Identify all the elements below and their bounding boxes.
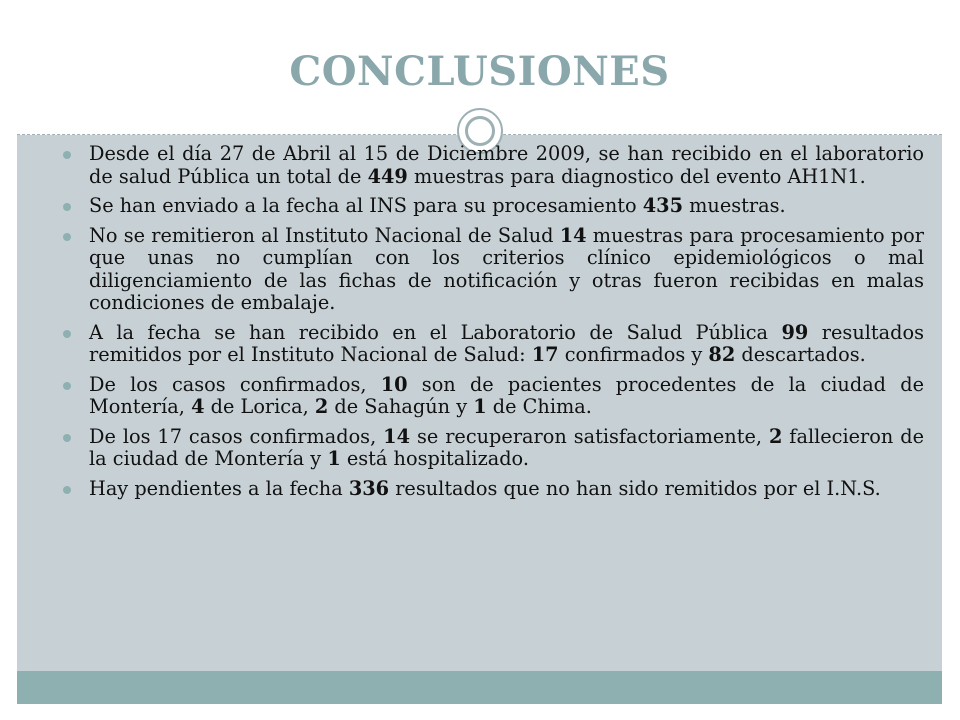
bullet-text: No se remitieron al Instituto Nacional de Salud <box>89 223 560 247</box>
bullet-dot-icon <box>63 203 71 211</box>
bullet-number: 99 <box>781 320 809 344</box>
bullet-text: de Sahagún y <box>328 395 474 418</box>
bullet-number: 14 <box>559 223 587 247</box>
bullet-text: muestras. <box>683 194 786 217</box>
bullet-text: fallecieron de la ciudad de Montería y <box>89 424 925 470</box>
bullet-item-1 <box>60 143 924 188</box>
footer-band <box>17 671 942 704</box>
bullet-number: 17 <box>531 343 559 366</box>
bullet-number: 1 <box>327 447 341 470</box>
bullet-text: De los casos confirmados, <box>89 372 381 396</box>
bullet-number: 336 <box>348 476 390 500</box>
bullet-item-7 <box>60 478 924 501</box>
bullet-number: 82 <box>708 343 736 366</box>
bullet-text: está hospitalizado. <box>340 447 529 470</box>
bullet-text: Se han enviado a la fecha al INS para su procesamiento <box>89 194 643 217</box>
bullet-number: 435 <box>642 194 683 217</box>
bullet-number: 2 <box>768 424 783 448</box>
bullet-text: se recuperaron satisfactoriamente, <box>410 424 769 448</box>
bullet-dot-icon <box>63 151 71 159</box>
bullet-item-6 <box>60 426 924 471</box>
bullet-dot-icon <box>63 233 71 241</box>
bullet-item-5 <box>60 374 924 419</box>
bullet-text: confirmados y <box>558 343 709 366</box>
bullet-dot-icon <box>63 486 71 494</box>
bullet-number: 2 <box>314 395 329 418</box>
conclusions-list <box>60 143 924 507</box>
bullet-number: 14 <box>383 424 411 448</box>
bullet-text: de Lorica, <box>204 395 315 418</box>
bullet-text: resultados que no han sido remitidos por el I.N.S. <box>389 476 881 500</box>
bullet-text: De los 17 casos confirmados, <box>89 424 384 448</box>
bullet-item-3 <box>60 225 924 315</box>
bullet-text: descartados. <box>735 343 866 366</box>
bullet-dot-icon <box>63 330 71 338</box>
slide-title: CONCLUSIONES <box>289 48 670 95</box>
bullet-text: muestras para diagnostico del evento AH1N1. <box>407 164 866 188</box>
bullet-item-2 <box>60 195 924 218</box>
bullet-number: 4 <box>191 395 205 418</box>
bullet-dot-icon <box>63 434 71 442</box>
bullet-number: 449 <box>367 164 408 188</box>
bullet-text: son de pacientes procedentes de la ciudad de Montería, <box>89 372 924 418</box>
bullet-text: Desde el día 27 de Abril al 15 de Diciembre 2009, se han recibido en el laboratorio de salud Pública un total de <box>89 142 924 188</box>
bullet-text: Hay pendientes a la fecha <box>89 476 349 500</box>
bullet-number: 10 <box>380 372 408 396</box>
bullet-text: muestras para procesamiento por que unas no cumplían con los criterios clínico epidemiológicos o mal diligenciamiento de las fichas de notificación y otras fueron recibidas en malas condiciones de embalaje. <box>89 223 924 314</box>
bullet-text: de Chima. <box>486 395 592 418</box>
bullet-text: A la fecha se han recibido en el Laboratorio de Salud Pública <box>89 320 782 344</box>
bullet-number: 1 <box>473 395 487 418</box>
bullet-text: resultados remitidos por el Instituto Nacional de Salud: <box>89 320 924 366</box>
bullet-item-4 <box>60 322 924 367</box>
bullet-dot-icon <box>63 382 71 390</box>
